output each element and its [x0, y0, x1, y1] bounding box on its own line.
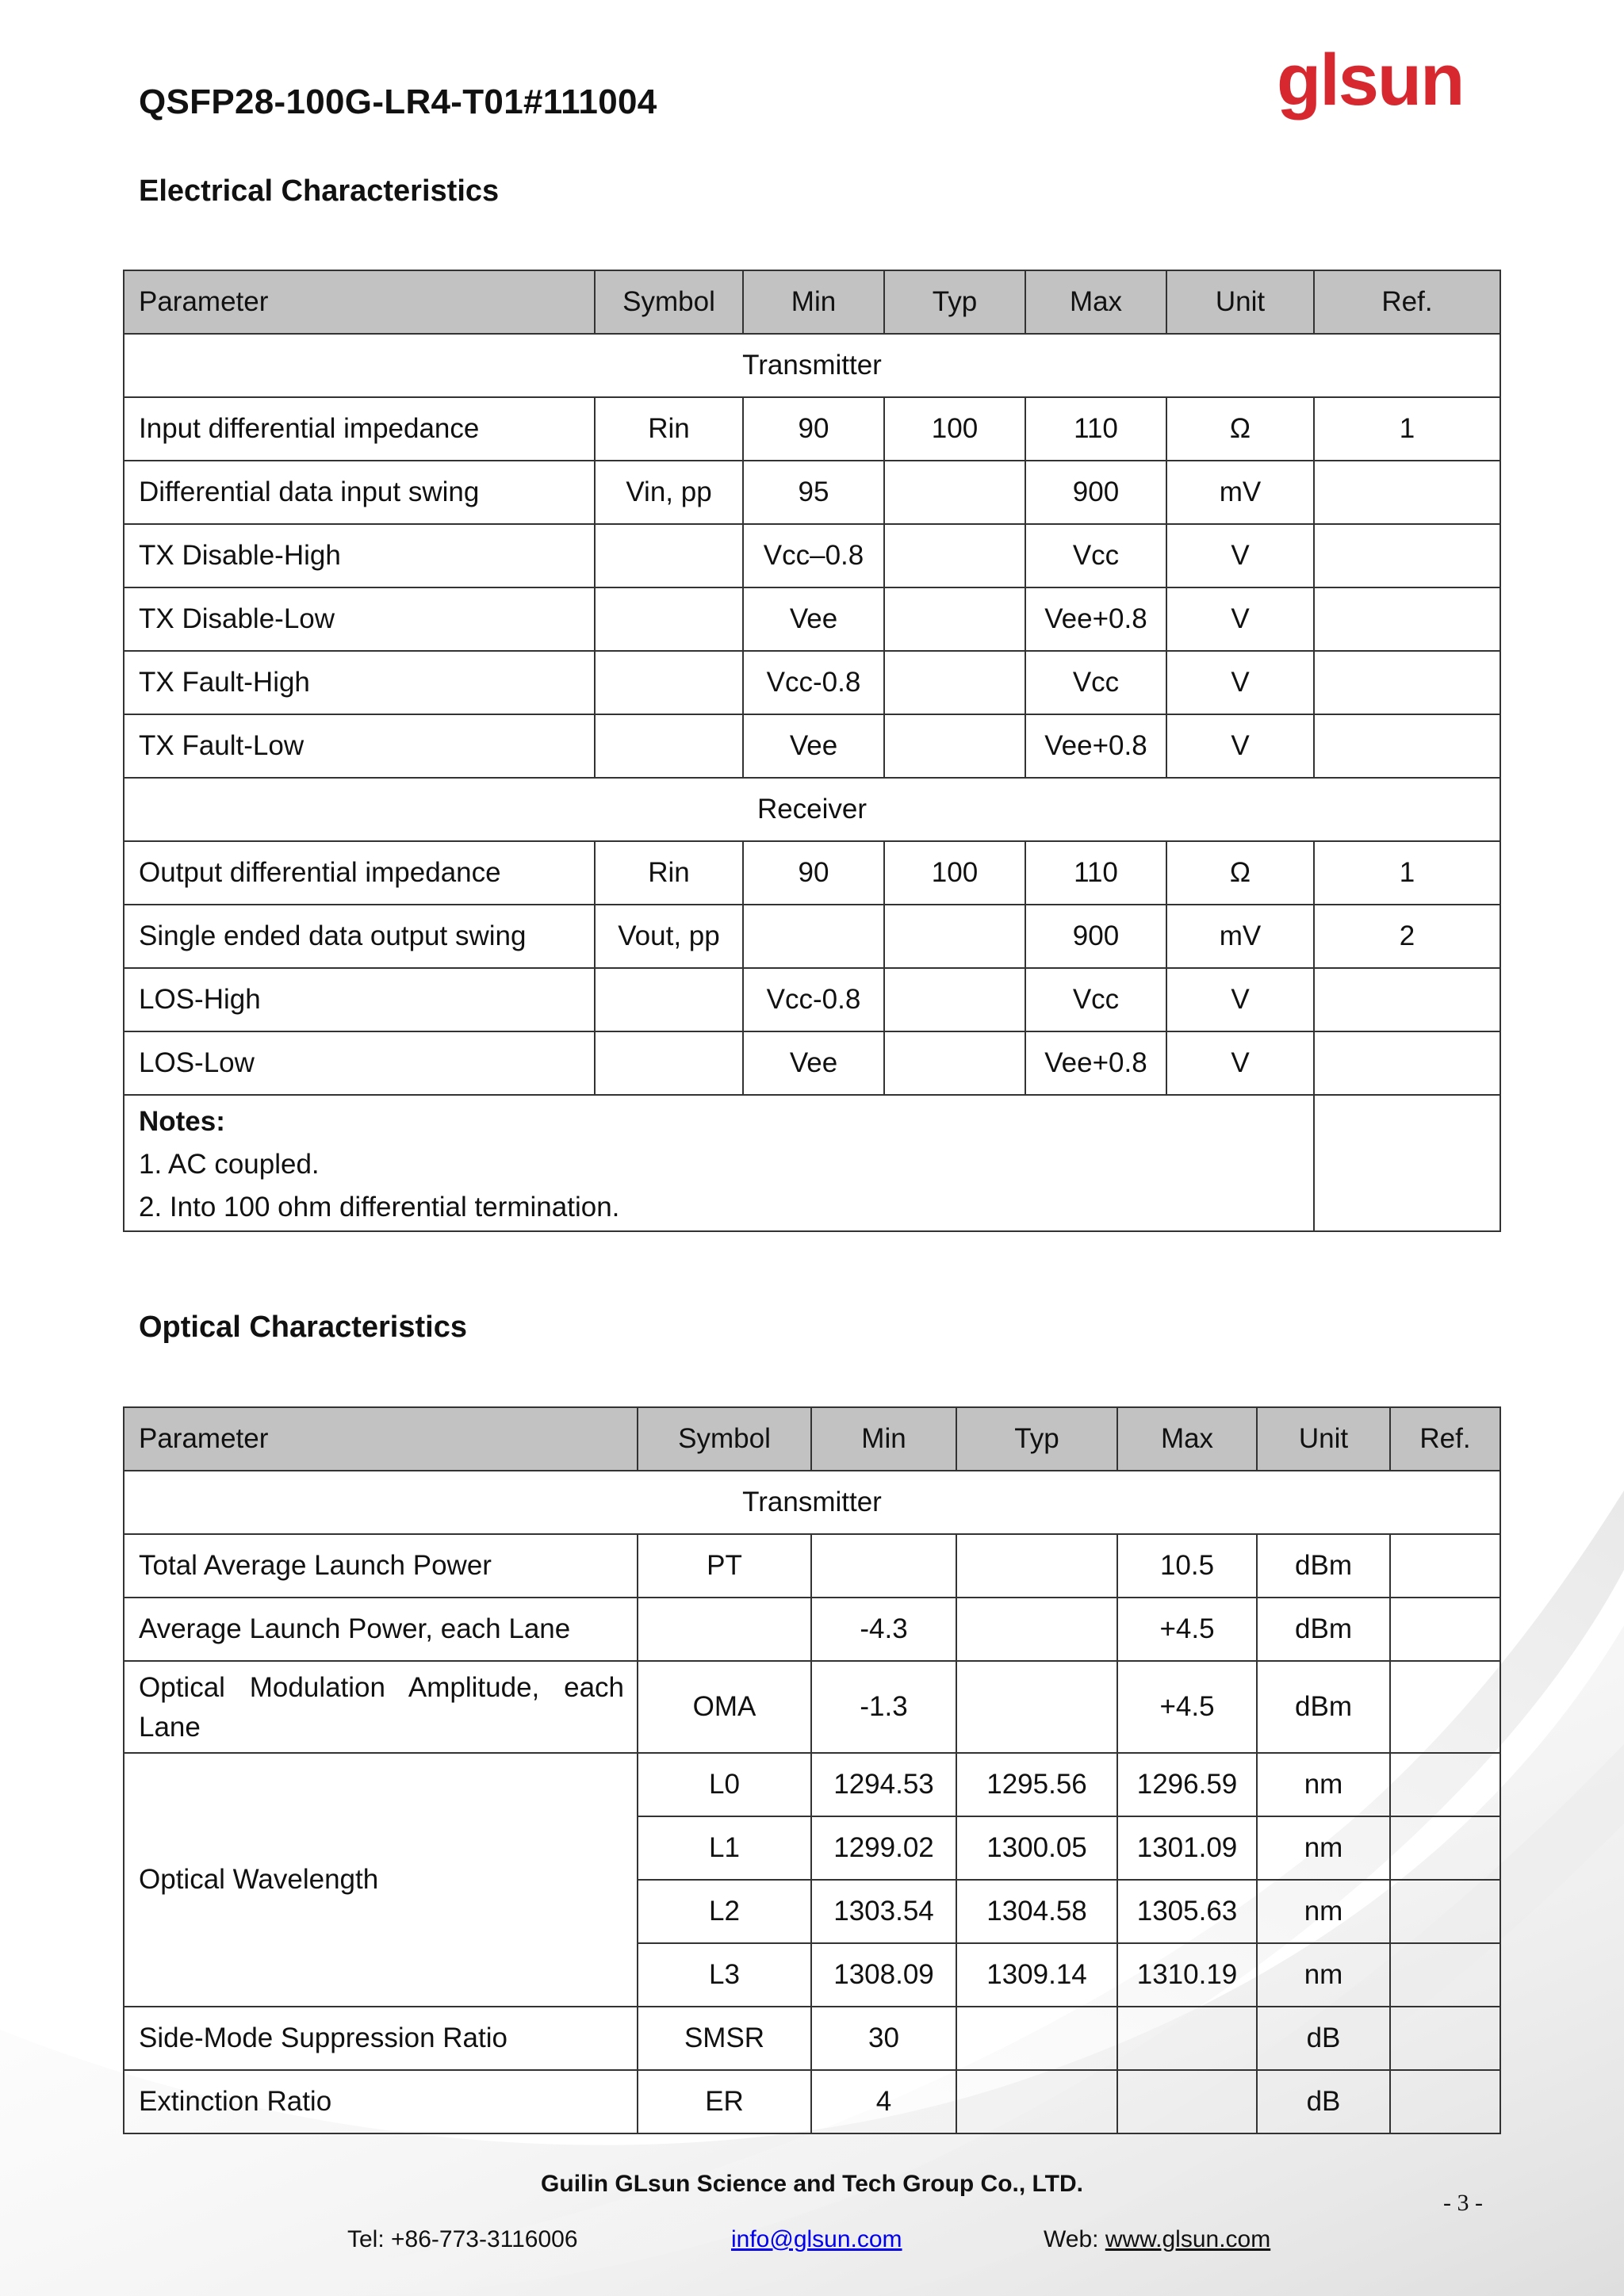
cell-ref: 2: [1314, 905, 1500, 968]
section-row-receiver: [124, 778, 1500, 841]
cell-symbol: Rin: [595, 841, 743, 905]
cell-max: Vee+0.8: [1025, 1031, 1166, 1095]
cell-ref: [1314, 461, 1500, 524]
cell-typ: [956, 2070, 1117, 2133]
cell-max: Vcc: [1025, 651, 1166, 714]
optical-section-title: Optical Characteristics: [139, 1311, 467, 1344]
website-prefix: Web:: [1044, 2226, 1105, 2252]
cell-min: 90: [743, 841, 884, 905]
cell-ref: [1390, 2070, 1500, 2133]
header-typ: Typ: [884, 270, 1025, 334]
cell-min: 4: [811, 2070, 956, 2133]
cell-ref: [1390, 1534, 1500, 1598]
cell-ref: [1314, 714, 1500, 778]
cell-symbol: SMSR: [638, 2007, 811, 2070]
cell-parameter: Average Launch Power, each Lane: [124, 1598, 638, 1661]
cell-symbol: [638, 1598, 811, 1661]
cell-parameter: Single ended data output swing: [124, 905, 595, 968]
cell-symbol: OMA: [638, 1661, 811, 1753]
cell-parameter: Optical Modulation Amplitude, each Lane: [124, 1661, 638, 1753]
cell-typ: [956, 1661, 1117, 1753]
footer-website-link[interactable]: www.glsun.com: [1105, 2226, 1271, 2252]
cell-unit: nm: [1257, 1816, 1390, 1880]
cell-typ: [956, 2007, 1117, 2070]
header-max: Max: [1025, 270, 1166, 334]
cell-typ: 100: [884, 397, 1025, 461]
table-header-row: [124, 1407, 1500, 1471]
section-label: Transmitter: [124, 1471, 1500, 1534]
cell-symbol: ER: [638, 2070, 811, 2133]
cell-ref: [1314, 1031, 1500, 1095]
cell-symbol: Vin, pp: [595, 461, 743, 524]
cell-typ: [884, 461, 1025, 524]
cell-max: +4.5: [1117, 1661, 1257, 1753]
table-row: [124, 968, 1500, 1031]
cell-typ: [884, 1031, 1025, 1095]
cell-parameter-wavelength: Optical Wavelength: [124, 1753, 638, 2007]
header-ref: Ref.: [1314, 270, 1500, 334]
cell-min: Vee: [743, 587, 884, 651]
cell-max: Vee+0.8: [1025, 714, 1166, 778]
cell-min: 1308.09: [811, 1943, 956, 2007]
cell-typ: 1300.05: [956, 1816, 1117, 1880]
cell-unit: dBm: [1257, 1534, 1390, 1598]
cell-parameter: Output differential impedance: [124, 841, 595, 905]
cell-ref: [1390, 1753, 1500, 1816]
notes-label: Notes:: [139, 1106, 225, 1137]
cell-ref: [1390, 1943, 1500, 2007]
cell-max: 110: [1025, 397, 1166, 461]
cell-typ: 1304.58: [956, 1880, 1117, 1943]
table-row: [124, 461, 1500, 524]
cell-max: 1296.59: [1117, 1753, 1257, 1816]
table-row: [124, 1753, 1500, 1816]
cell-unit: V: [1166, 651, 1314, 714]
footer-email-link[interactable]: info@glsun.com: [731, 2226, 902, 2252]
cell-parameter: Extinction Ratio: [124, 2070, 638, 2133]
cell-min: Vcc-0.8: [743, 651, 884, 714]
header-typ: Typ: [956, 1407, 1117, 1471]
footer-company-name: Guilin GLsun Science and Tech Group Co., LTD.: [541, 2171, 1083, 2197]
cell-symbol: Rin: [595, 397, 743, 461]
cell-max: 1310.19: [1117, 1943, 1257, 2007]
cell-parameter: TX Disable-High: [124, 524, 595, 587]
header-min: Min: [811, 1407, 956, 1471]
cell-typ: [884, 587, 1025, 651]
electrical-characteristics-table: [123, 270, 1501, 1232]
footer-telephone: Tel: +86-773-3116006: [347, 2226, 578, 2252]
cell-parameter: Input differential impedance: [124, 397, 595, 461]
cell-min: Vcc–0.8: [743, 524, 884, 587]
cell-symbol: PT: [638, 1534, 811, 1598]
cell-ref: [1390, 1816, 1500, 1880]
section-label: Transmitter: [124, 334, 1500, 397]
table-row: [124, 2007, 1500, 2070]
table-row: [124, 651, 1500, 714]
cell-ref: [1390, 1598, 1500, 1661]
cell-max: Vcc: [1025, 968, 1166, 1031]
cell-ref: 1: [1314, 841, 1500, 905]
cell-max: Vcc: [1025, 524, 1166, 587]
cell-typ: [884, 524, 1025, 587]
cell-unit: mV: [1166, 461, 1314, 524]
document-title: QSFP28-100G-LR4-T01#111004: [139, 82, 657, 121]
cell-max: 1305.63: [1117, 1880, 1257, 1943]
cell-max: 900: [1025, 905, 1166, 968]
cell-ref: [1390, 1880, 1500, 1943]
section-row-transmitter: [124, 1471, 1500, 1534]
cell-min: Vee: [743, 714, 884, 778]
header-max: Max: [1117, 1407, 1257, 1471]
table-row: [124, 587, 1500, 651]
cell-parameter: LOS-High: [124, 968, 595, 1031]
cell-min: [811, 1534, 956, 1598]
cell-unit: V: [1166, 714, 1314, 778]
cell-unit: nm: [1257, 1880, 1390, 1943]
header-unit: Unit: [1257, 1407, 1390, 1471]
cell-typ: [884, 968, 1025, 1031]
table-row: [124, 1031, 1500, 1095]
cell-min: -1.3: [811, 1661, 956, 1753]
cell-symbol: [595, 524, 743, 587]
cell-parameter: TX Fault-High: [124, 651, 595, 714]
cell-ref: [1314, 524, 1500, 587]
section-label: Receiver: [124, 778, 1500, 841]
cell-parameter: TX Fault-Low: [124, 714, 595, 778]
header-parameter: Parameter: [124, 1407, 638, 1471]
table-header-row: [124, 270, 1500, 334]
cell-parameter: TX Disable-Low: [124, 587, 595, 651]
cell-unit: V: [1166, 524, 1314, 587]
cell-max: [1117, 2070, 1257, 2133]
glsun-logo: [1277, 48, 1483, 127]
header-ref: Ref.: [1390, 1407, 1500, 1471]
cell-unit: V: [1166, 968, 1314, 1031]
cell-typ: [884, 714, 1025, 778]
cell-unit: dBm: [1257, 1598, 1390, 1661]
cell-parameter: Total Average Launch Power: [124, 1534, 638, 1598]
header-parameter: Parameter: [124, 270, 595, 334]
cell-max: 110: [1025, 841, 1166, 905]
header-symbol: Symbol: [638, 1407, 811, 1471]
cell-typ: [956, 1534, 1117, 1598]
cell-max: 1301.09: [1117, 1816, 1257, 1880]
cell-min: 1299.02: [811, 1816, 956, 1880]
cell-max: +4.5: [1117, 1598, 1257, 1661]
cell-unit: nm: [1257, 1943, 1390, 2007]
note-item: 2. Into 100 ohm differential termination.: [139, 1192, 620, 1223]
cell-min: [743, 905, 884, 968]
table-row: [124, 1598, 1500, 1661]
cell-typ: [884, 651, 1025, 714]
cell-typ: [884, 905, 1025, 968]
cell-symbol: L0: [638, 1753, 811, 1816]
footer-website: [1044, 2226, 1270, 2253]
cell-typ: 100: [884, 841, 1025, 905]
notes-ref-cell: [1314, 1095, 1500, 1231]
svg-text:glsun: glsun: [1277, 48, 1464, 121]
optical-characteristics-table: [123, 1406, 1501, 2134]
cell-ref: 1: [1314, 397, 1500, 461]
cell-max: 10.5: [1117, 1534, 1257, 1598]
cell-ref: [1390, 2007, 1500, 2070]
cell-symbol: L2: [638, 1880, 811, 1943]
cell-unit: nm: [1257, 1753, 1390, 1816]
cell-symbol: [595, 651, 743, 714]
cell-symbol: [595, 1031, 743, 1095]
cell-symbol: L3: [638, 1943, 811, 2007]
cell-min: -4.3: [811, 1598, 956, 1661]
section-row-transmitter: [124, 334, 1500, 397]
notes-row: [124, 1095, 1500, 1231]
table-row: [124, 1534, 1500, 1598]
table-row: [124, 714, 1500, 778]
cell-ref: [1314, 651, 1500, 714]
cell-unit: mV: [1166, 905, 1314, 968]
cell-parameter: LOS-Low: [124, 1031, 595, 1095]
table-row: [124, 397, 1500, 461]
header-symbol: Symbol: [595, 270, 743, 334]
cell-parameter: Side-Mode Suppression Ratio: [124, 2007, 638, 2070]
cell-symbol: Vout, pp: [595, 905, 743, 968]
table-row: [124, 841, 1500, 905]
cell-max: Vee+0.8: [1025, 587, 1166, 651]
header-unit: Unit: [1166, 270, 1314, 334]
cell-unit: dB: [1257, 2007, 1390, 2070]
cell-min: 90: [743, 397, 884, 461]
cell-unit: V: [1166, 1031, 1314, 1095]
cell-unit: Ω: [1166, 397, 1314, 461]
table-row: [124, 1661, 1500, 1753]
cell-parameter: Differential data input swing: [124, 461, 595, 524]
cell-unit: Ω: [1166, 841, 1314, 905]
cell-typ: 1309.14: [956, 1943, 1117, 2007]
cell-typ: [956, 1598, 1117, 1661]
cell-min: Vee: [743, 1031, 884, 1095]
cell-ref: [1390, 1661, 1500, 1753]
cell-min: Vcc-0.8: [743, 968, 884, 1031]
cell-unit: V: [1166, 587, 1314, 651]
table-row: [124, 524, 1500, 587]
cell-ref: [1314, 587, 1500, 651]
cell-unit: dB: [1257, 2070, 1390, 2133]
cell-symbol: L1: [638, 1816, 811, 1880]
cell-min: 1303.54: [811, 1880, 956, 1943]
cell-max: 900: [1025, 461, 1166, 524]
cell-unit: dBm: [1257, 1661, 1390, 1753]
notes-cell: [124, 1095, 1314, 1231]
table-row: [124, 905, 1500, 968]
note-item: 1. AC coupled.: [139, 1149, 320, 1180]
electrical-section-title: Electrical Characteristics: [139, 174, 500, 208]
cell-min: 1294.53: [811, 1753, 956, 1816]
cell-typ: 1295.56: [956, 1753, 1117, 1816]
cell-max: [1117, 2007, 1257, 2070]
page-number: - 3 -: [1443, 2190, 1483, 2216]
cell-min: 95: [743, 461, 884, 524]
cell-symbol: [595, 968, 743, 1031]
header-min: Min: [743, 270, 884, 334]
cell-min: 30: [811, 2007, 956, 2070]
cell-ref: [1314, 968, 1500, 1031]
table-row: [124, 2070, 1500, 2133]
cell-symbol: [595, 714, 743, 778]
cell-symbol: [595, 587, 743, 651]
